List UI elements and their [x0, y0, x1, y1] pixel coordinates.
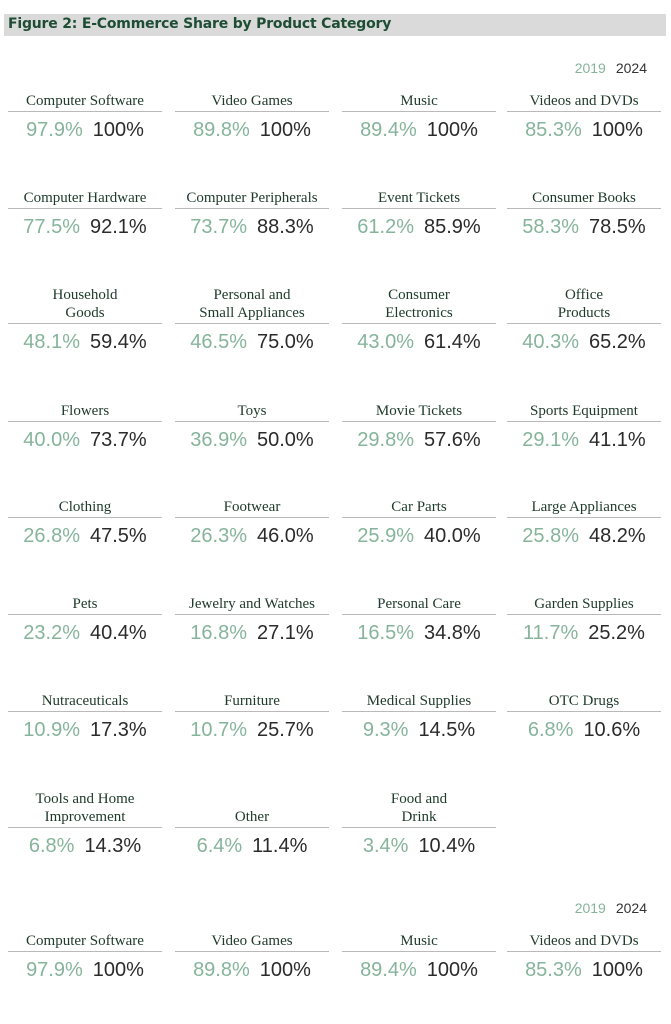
- category-cell: [8, 93, 162, 142]
- value-2024: 10.6%: [583, 719, 641, 741]
- category-cell: [8, 499, 162, 548]
- category-rule: [342, 827, 496, 828]
- category-cell: [175, 287, 329, 354]
- category-rule: [175, 111, 329, 112]
- category-cell: [8, 190, 162, 239]
- category-values: [507, 428, 661, 452]
- value-2024: 47.5%: [90, 525, 147, 547]
- category-cell: [507, 933, 661, 982]
- category-label: Nutraceuticals: [41, 693, 129, 709]
- value-2024: 40.0%: [424, 525, 481, 547]
- value-2019: 25.8%: [522, 525, 579, 547]
- category-label: Car Parts: [391, 499, 447, 515]
- value-2024: 11.4%: [252, 835, 308, 857]
- category-label: Personal and Small Appliances: [199, 287, 305, 321]
- category-rule: [507, 323, 661, 324]
- category-values: [175, 621, 329, 645]
- category-rule: [342, 208, 496, 209]
- category-label: Movie Tickets: [375, 403, 463, 419]
- value-2019: 10.9%: [23, 719, 80, 741]
- category-cell: [342, 190, 496, 239]
- category-cell: [175, 809, 329, 858]
- category-rule: [175, 323, 329, 324]
- category-cell: [342, 403, 496, 452]
- category-cell: [507, 596, 661, 645]
- value-2024: 100%: [92, 119, 144, 141]
- category-rule: [507, 111, 661, 112]
- category-label: Footwear: [223, 499, 281, 515]
- value-2024: 41.1%: [589, 429, 646, 451]
- category-label: Jewelry and Watches: [189, 596, 315, 612]
- category-values: [507, 330, 661, 354]
- category-label: Food and Drink: [390, 791, 448, 825]
- value-2019: 6.4%: [196, 835, 243, 857]
- category-values: [8, 958, 162, 982]
- category-values: [8, 718, 162, 742]
- category-rule: [342, 517, 496, 518]
- category-label: Household Goods: [52, 287, 118, 321]
- category-label: Video Games: [211, 933, 293, 949]
- category-rule: [8, 827, 162, 828]
- value-2019: 58.3%: [522, 216, 579, 238]
- value-2019: 85.3%: [525, 959, 582, 981]
- value-2024: 73.7%: [90, 429, 147, 451]
- value-2024: 85.9%: [424, 216, 481, 238]
- category-rule: [175, 208, 329, 209]
- category-cell: [342, 499, 496, 548]
- category-cell: [342, 791, 496, 858]
- value-2019: 97.9%: [26, 959, 83, 981]
- value-2019: 73.7%: [190, 216, 247, 238]
- value-2019: 48.1%: [23, 331, 80, 353]
- value-2019: 46.5%: [190, 331, 247, 353]
- value-2024: 100%: [591, 959, 643, 981]
- category-label: Videos and DVDs: [529, 933, 639, 949]
- category-label: Office Products: [557, 287, 611, 321]
- category-values: [507, 118, 661, 142]
- category-label: OTC Drugs: [548, 693, 620, 709]
- category-rule: [175, 951, 329, 952]
- category-label: Videos and DVDs: [529, 93, 639, 109]
- category-label: Other: [234, 809, 270, 825]
- value-2024: 25.2%: [588, 622, 645, 644]
- category-values: [175, 118, 329, 142]
- category-label: Pets: [72, 596, 98, 612]
- category-values: [507, 215, 661, 239]
- category-label: Tools and Home Improvement: [35, 791, 135, 825]
- category-rule: [507, 951, 661, 952]
- category-rule: [175, 421, 329, 422]
- category-cell: [8, 403, 162, 452]
- value-2024: 92.1%: [90, 216, 147, 238]
- category-rule: [342, 614, 496, 615]
- category-cell: [342, 93, 496, 142]
- category-label: Video Games: [211, 93, 293, 109]
- value-2024: 100%: [259, 959, 311, 981]
- category-values: [342, 621, 496, 645]
- value-2019: 10.7%: [190, 719, 247, 741]
- value-2024: 40.4%: [90, 622, 147, 644]
- value-2024: 61.4%: [424, 331, 481, 353]
- value-2019: 16.8%: [190, 622, 247, 644]
- category-label: Music: [400, 933, 438, 949]
- category-label: Consumer Electronics: [385, 287, 453, 321]
- value-2019: 23.2%: [23, 622, 80, 644]
- legend-bottom: [575, 900, 647, 916]
- category-values: [507, 524, 661, 548]
- value-2024: 88.3%: [257, 216, 314, 238]
- chart-title: Figure 2: E-Commerce Share by Product Category: [8, 16, 392, 32]
- legend-2019: 2019: [574, 900, 606, 916]
- category-cell: [175, 693, 329, 742]
- category-values: [8, 330, 162, 354]
- value-2019: 85.3%: [525, 119, 582, 141]
- category-label: Computer Peripherals: [186, 190, 318, 206]
- category-values: [507, 621, 661, 645]
- value-2019: 36.9%: [190, 429, 247, 451]
- category-label: Medical Supplies: [366, 693, 472, 709]
- category-cell: [342, 287, 496, 354]
- category-cell: [507, 403, 661, 452]
- category-label: Furniture: [224, 693, 280, 709]
- category-label: Computer Hardware: [23, 190, 147, 206]
- category-values: [342, 215, 496, 239]
- category-rule: [8, 323, 162, 324]
- value-2024: 100%: [426, 119, 478, 141]
- category-cell: [175, 596, 329, 645]
- category-label: Toys: [237, 403, 267, 419]
- category-rule: [8, 517, 162, 518]
- value-2019: 89.8%: [193, 119, 250, 141]
- category-cell: [342, 693, 496, 742]
- category-rule: [507, 208, 661, 209]
- category-rule: [8, 951, 162, 952]
- category-cell: [175, 499, 329, 548]
- category-values: [175, 834, 329, 858]
- category-rule: [507, 614, 661, 615]
- value-2019: 11.7%: [523, 622, 579, 644]
- category-rule: [175, 614, 329, 615]
- category-label: Computer Software: [26, 93, 144, 109]
- value-2019: 29.8%: [357, 429, 414, 451]
- value-2019: 9.3%: [362, 719, 409, 741]
- category-values: [175, 428, 329, 452]
- category-label: Music: [400, 93, 438, 109]
- category-cell: [507, 693, 661, 742]
- category-rule: [8, 208, 162, 209]
- category-values: [507, 718, 661, 742]
- category-cell: [8, 693, 162, 742]
- category-rule: [8, 421, 162, 422]
- title-bar: [4, 14, 666, 36]
- category-rule: [342, 323, 496, 324]
- category-cell: [507, 499, 661, 548]
- legend-top: [575, 60, 647, 76]
- category-rule: [175, 827, 329, 828]
- category-rule: [342, 951, 496, 952]
- value-2019: 89.4%: [360, 119, 417, 141]
- value-2024: 14.5%: [418, 719, 476, 741]
- value-2019: 3.4%: [362, 835, 409, 857]
- category-label: Flowers: [60, 403, 110, 419]
- value-2024: 59.4%: [90, 331, 147, 353]
- category-rule: [175, 517, 329, 518]
- category-label: Event Tickets: [377, 190, 461, 206]
- category-rule: [342, 421, 496, 422]
- value-2019: 61.2%: [357, 216, 414, 238]
- value-2024: 25.7%: [257, 719, 314, 741]
- category-rule: [8, 111, 162, 112]
- value-2024: 34.8%: [424, 622, 481, 644]
- value-2024: 100%: [92, 959, 144, 981]
- category-cell: [8, 596, 162, 645]
- legend-2019: 2019: [574, 60, 606, 76]
- category-values: [8, 621, 162, 645]
- category-values: [175, 718, 329, 742]
- category-values: [8, 524, 162, 548]
- value-2019: 40.3%: [522, 331, 579, 353]
- value-2024: 57.6%: [424, 429, 481, 451]
- category-cell: [175, 190, 329, 239]
- category-rule: [342, 111, 496, 112]
- value-2024: 48.2%: [589, 525, 646, 547]
- category-rule: [8, 614, 162, 615]
- category-cell: [342, 596, 496, 645]
- category-label: Personal Care: [377, 596, 461, 612]
- category-values: [342, 958, 496, 982]
- value-2019: 6.8%: [28, 835, 75, 857]
- category-values: [342, 118, 496, 142]
- value-2019: 77.5%: [23, 216, 80, 238]
- category-label: Large Appliances: [531, 499, 637, 515]
- category-rule: [342, 711, 496, 712]
- value-2019: 97.9%: [26, 119, 83, 141]
- value-2024: 75.0%: [257, 331, 314, 353]
- value-2019: 29.1%: [522, 429, 579, 451]
- value-2024: 10.4%: [418, 835, 476, 857]
- value-2024: 27.1%: [257, 622, 314, 644]
- category-cell: [507, 287, 661, 354]
- category-values: [175, 330, 329, 354]
- value-2019: 25.9%: [357, 525, 414, 547]
- category-values: [8, 834, 162, 858]
- category-values: [8, 215, 162, 239]
- category-values: [342, 524, 496, 548]
- category-rule: [507, 421, 661, 422]
- category-values: [175, 215, 329, 239]
- category-values: [175, 958, 329, 982]
- category-values: [8, 428, 162, 452]
- value-2024: 50.0%: [257, 429, 314, 451]
- category-cell: [8, 287, 162, 354]
- category-cell: [175, 933, 329, 982]
- category-values: [342, 834, 496, 858]
- category-rule: [507, 517, 661, 518]
- category-values: [8, 118, 162, 142]
- category-values: [507, 958, 661, 982]
- value-2019: 89.4%: [360, 959, 417, 981]
- value-2024: 65.2%: [589, 331, 646, 353]
- category-label: Garden Supplies: [534, 596, 634, 612]
- value-2024: 100%: [259, 119, 311, 141]
- category-rule: [507, 711, 661, 712]
- value-2024: 100%: [426, 959, 478, 981]
- category-label: Sports Equipment: [530, 403, 638, 419]
- category-cell: [507, 190, 661, 239]
- category-rule: [175, 711, 329, 712]
- value-2024: 100%: [591, 119, 643, 141]
- legend-2024: 2024: [615, 60, 647, 76]
- value-2024: 46.0%: [257, 525, 314, 547]
- category-cell: [8, 933, 162, 982]
- category-cell: [175, 93, 329, 142]
- category-values: [342, 718, 496, 742]
- value-2019: 26.8%: [23, 525, 80, 547]
- legend-2024: 2024: [615, 900, 647, 916]
- category-label: Computer Software: [26, 933, 144, 949]
- category-label: Consumer Books: [532, 190, 636, 206]
- category-values: [342, 330, 496, 354]
- category-values: [175, 524, 329, 548]
- category-values: [342, 428, 496, 452]
- category-cell: [8, 791, 162, 858]
- value-2024: 78.5%: [589, 216, 646, 238]
- value-2024: 17.3%: [90, 719, 147, 741]
- category-rule: [8, 711, 162, 712]
- value-2019: 40.0%: [23, 429, 80, 451]
- category-cell: [507, 93, 661, 142]
- value-2019: 43.0%: [357, 331, 414, 353]
- value-2024: 14.3%: [84, 835, 142, 857]
- category-cell: [342, 933, 496, 982]
- value-2019: 6.8%: [527, 719, 574, 741]
- category-cell: [175, 403, 329, 452]
- value-2019: 89.8%: [193, 959, 250, 981]
- value-2019: 16.5%: [357, 622, 414, 644]
- category-label: Clothing: [58, 499, 112, 515]
- value-2019: 26.3%: [190, 525, 247, 547]
